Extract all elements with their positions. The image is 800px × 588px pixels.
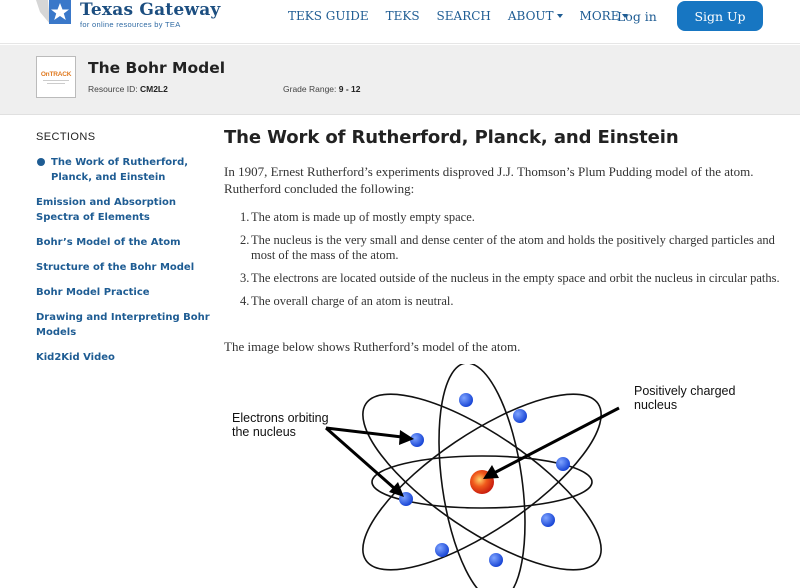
caret-down-icon bbox=[557, 14, 563, 18]
list-item: 2. The nucleus is the very small and dense center of the atom and holds the positively charged particles and most of the mass of the atom. bbox=[240, 233, 775, 262]
main-nav bbox=[288, 9, 645, 23]
star-icon bbox=[36, 0, 76, 32]
resource-title: The Bohr Model bbox=[88, 59, 226, 77]
nav-more[interactable]: MORE bbox=[580, 9, 629, 23]
section-link-bohr-model[interactable]: Bohr’s Model of the Atom bbox=[36, 237, 181, 248]
rutherford-atom-diagram bbox=[224, 364, 784, 588]
resource-banner bbox=[0, 45, 800, 115]
rutherford-conclusions-list bbox=[240, 210, 780, 317]
resource-id: Resource ID: CM2L2 bbox=[88, 84, 168, 94]
login-link[interactable]: Log in bbox=[617, 9, 657, 24]
texas-gateway-logo[interactable] bbox=[36, 0, 220, 36]
intro-paragraph: In 1907, Ernest Rutherford’s experiments disproved J.J. Thomson’s Plum Pudding model of the atom. Rutherford concluded the following: bbox=[224, 164, 754, 196]
list-item: 1. The atom is made up of mostly empty space. bbox=[240, 210, 475, 224]
section-link-structure[interactable]: Structure of the Bohr Model bbox=[36, 262, 195, 273]
label-nucleus-line2: nucleus bbox=[634, 398, 678, 412]
site-header bbox=[0, 0, 800, 44]
label-electrons-line2: the nucleus bbox=[232, 425, 296, 439]
nav-search[interactable]: SEARCH bbox=[436, 9, 491, 23]
logo-subtitle: for online resources by TEA bbox=[80, 20, 181, 29]
logo-title: Texas Gateway bbox=[80, 0, 221, 20]
label-nucleus-line1: Positively charged bbox=[634, 384, 736, 398]
list-item: 4. The overall charge of an atom is neutral. bbox=[240, 294, 454, 308]
list-item: 3. The electrons are located outside of the nucleus in the empty space and orbit the nucleus in circular paths. bbox=[240, 271, 780, 285]
sections-nav bbox=[36, 155, 211, 375]
signup-button[interactable]: Sign Up bbox=[677, 1, 763, 31]
section-link-emission[interactable]: Emission and Absorption Spectra of Elements bbox=[36, 197, 176, 223]
page-title: The Work of Rutherford, Planck, and Einstein bbox=[224, 127, 679, 148]
nav-about[interactable]: ABOUT bbox=[508, 9, 563, 23]
label-electrons-line1: Electrons orbiting bbox=[232, 411, 329, 425]
ontrack-badge bbox=[36, 56, 76, 98]
grade-range: Grade Range: 9 - 12 bbox=[283, 84, 361, 94]
image-caption: The image below shows Rutherford’s model of the atom. bbox=[224, 339, 521, 354]
nav-teks-guide[interactable]: TEKS GUIDE bbox=[288, 9, 369, 23]
nav-teks[interactable]: TEKS bbox=[385, 9, 420, 23]
section-link-rutherford[interactable]: The Work of Rutherford, Planck, and Einstein bbox=[36, 155, 211, 185]
active-bullet-icon bbox=[37, 158, 45, 166]
sections-heading: SECTIONS bbox=[36, 131, 96, 143]
ontrack-logo-text: OnTRACK bbox=[40, 70, 72, 78]
section-link-drawing[interactable]: Drawing and Interpreting Bohr Models bbox=[36, 312, 210, 338]
section-link-practice[interactable]: Bohr Model Practice bbox=[36, 287, 150, 298]
section-link-kid2kid[interactable]: Kid2Kid Video bbox=[36, 352, 115, 363]
